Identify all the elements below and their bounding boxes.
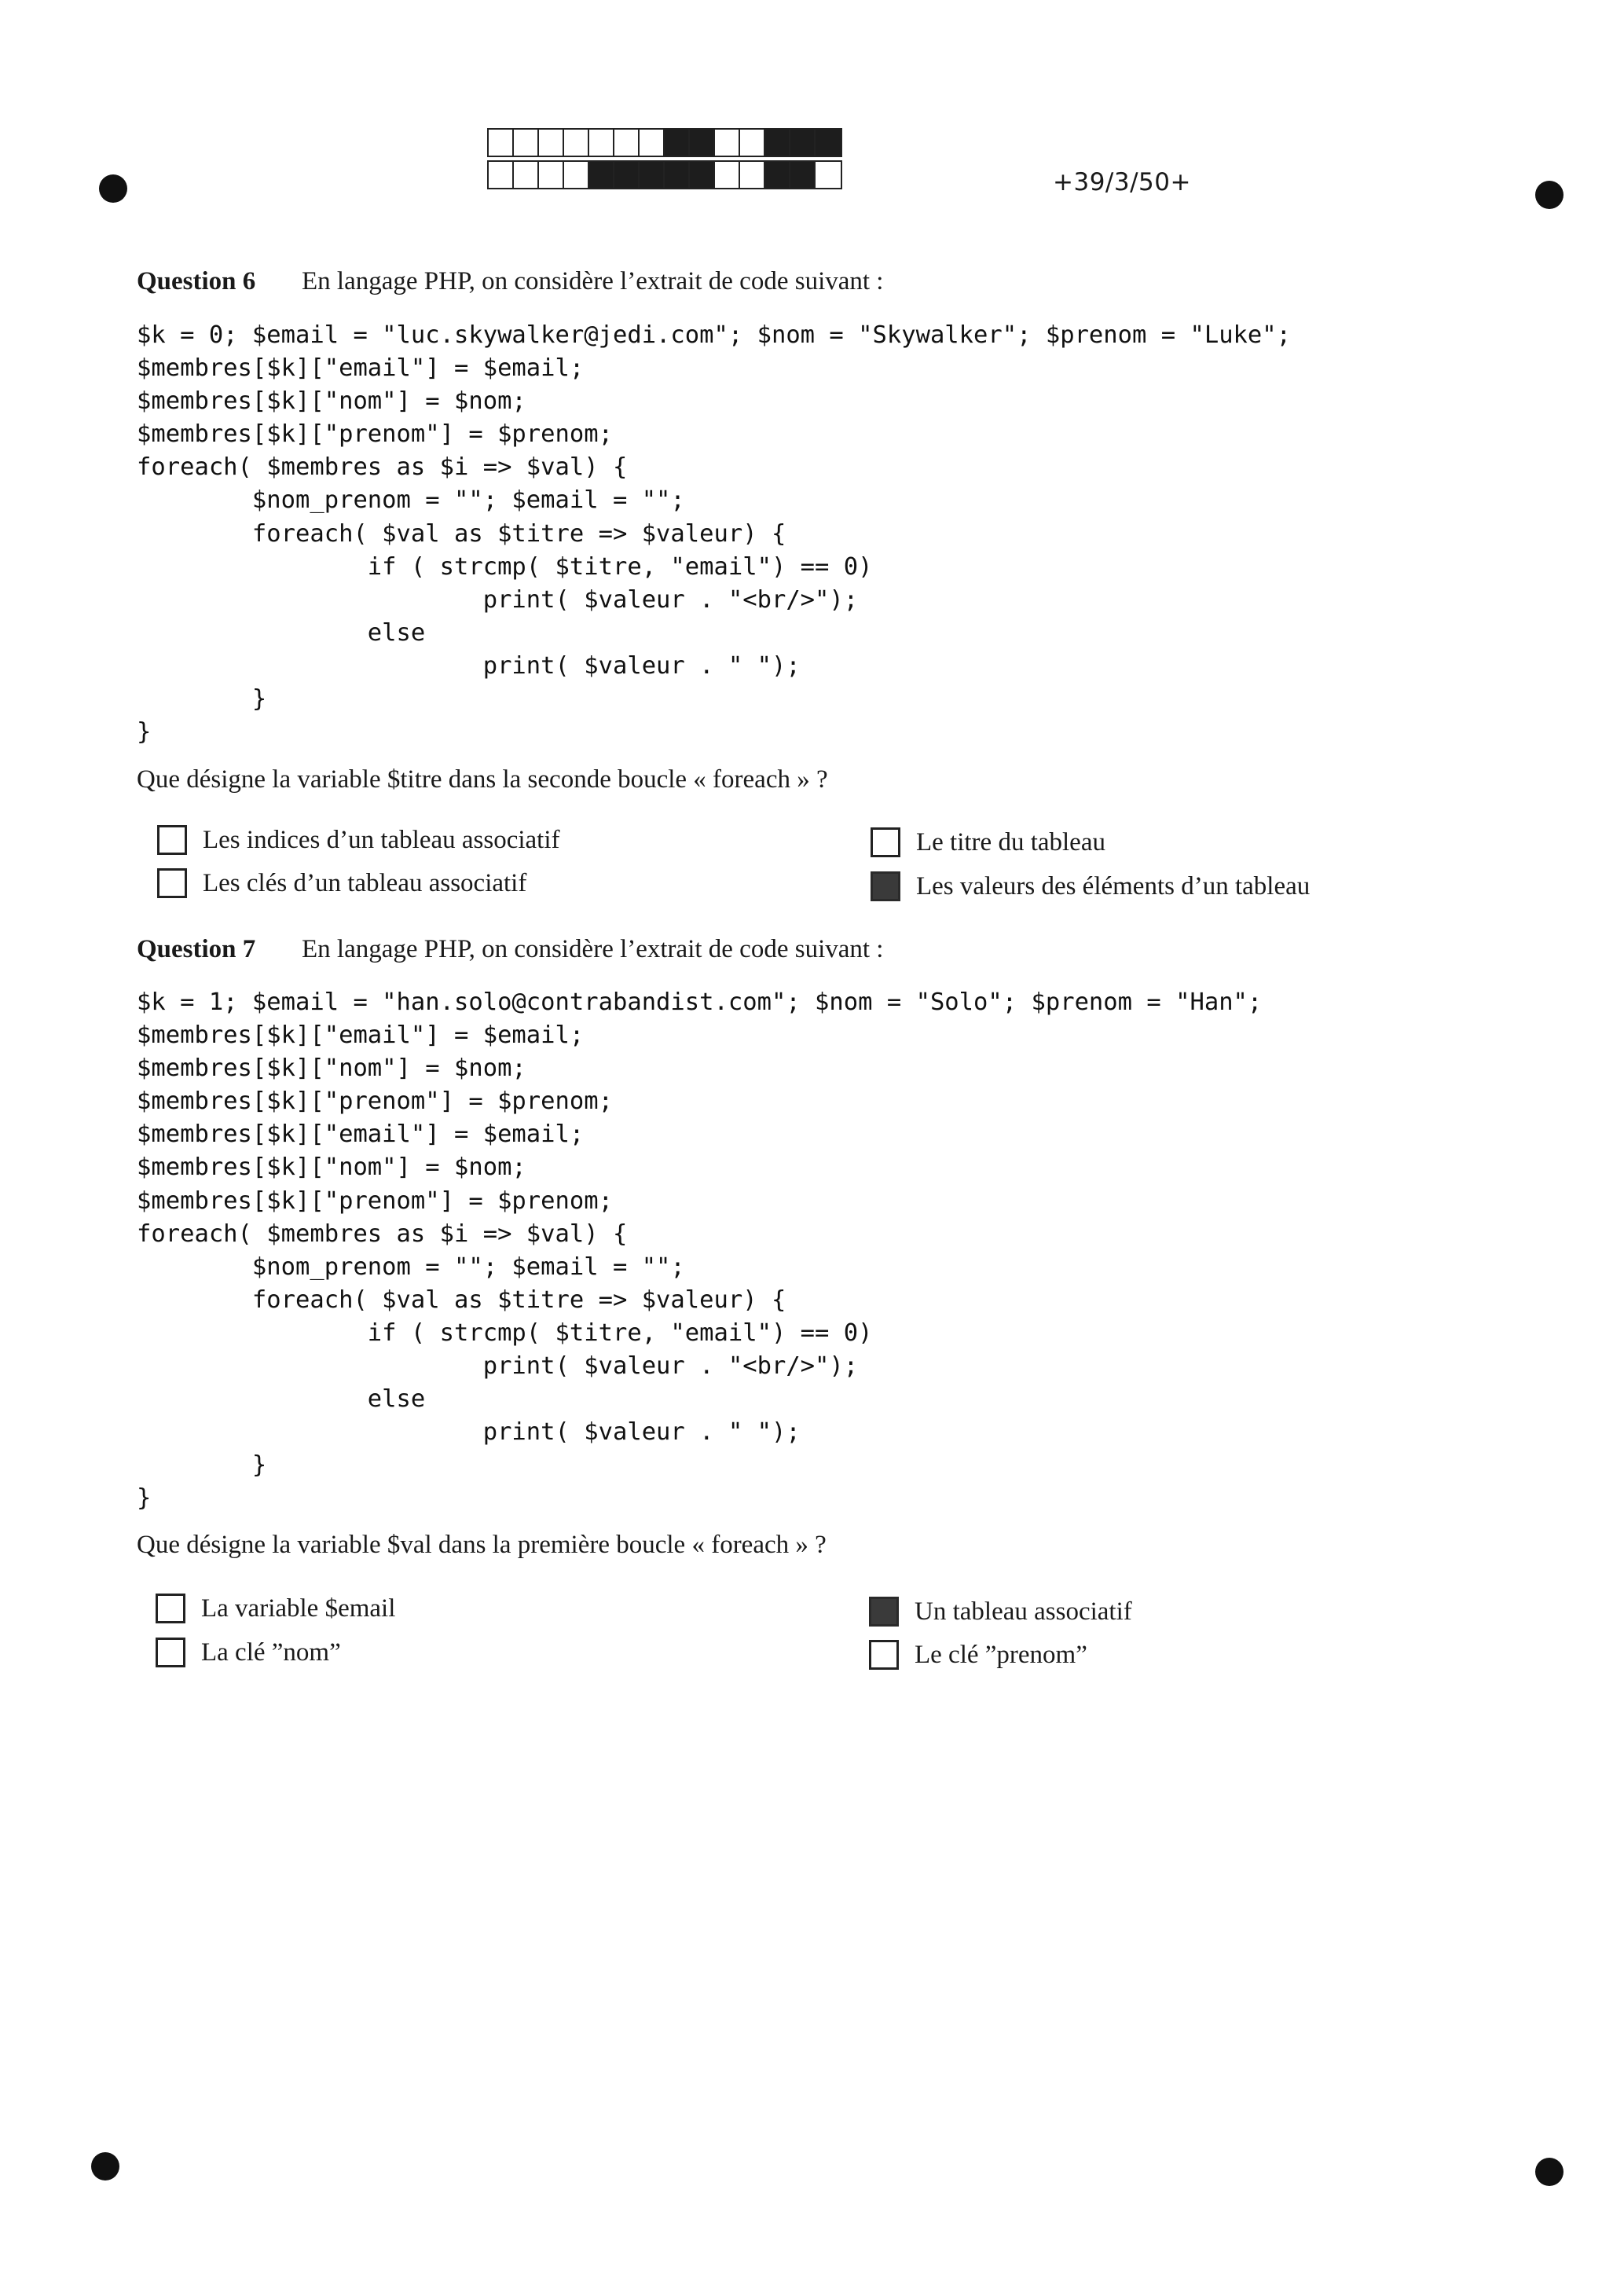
code-line: else: [137, 1385, 426, 1414]
code-line: print( $valeur . " ");: [137, 1418, 801, 1447]
code-line: $k = 1; $email = "han.solo@contrabandist.com"; $nom = "Solo"; $prenom = "Han";: [137, 988, 1263, 1016]
registration-mark-bottom-left: [91, 2152, 119, 2180]
barcode-cell: [564, 130, 589, 156]
option[interactable]: [871, 827, 1105, 857]
question-label: Question 7: [137, 935, 256, 963]
barcode-cell: [665, 130, 690, 156]
question-6-header: [137, 267, 883, 296]
barcode-cell: [614, 130, 640, 156]
checkbox[interactable]: [156, 1594, 185, 1623]
code-line: $nom_prenom = ""; $email = "";: [137, 486, 685, 515]
option-label: Les clés d’un tableau associatif: [203, 868, 527, 897]
option[interactable]: [871, 871, 1310, 901]
code-line: else: [137, 618, 426, 647]
barcode-cell: [640, 130, 665, 156]
code-line: }: [137, 1451, 267, 1480]
barcode-row-2: [487, 160, 842, 189]
barcode-cell: [489, 162, 514, 188]
question-label: Question 6: [137, 267, 256, 295]
code-line: $membres[$k]["nom"] = $nom;: [137, 1054, 526, 1083]
option-label: La variable $email: [201, 1594, 396, 1623]
code-line: if ( strcmp( $titre, "email") == 0): [137, 552, 873, 581]
option-label: Un tableau associatif: [915, 1597, 1132, 1626]
option[interactable]: [156, 1638, 341, 1667]
option-label: Le clé ”prenom”: [915, 1640, 1087, 1669]
barcode-cell: [765, 130, 790, 156]
barcode-cell: [740, 130, 765, 156]
code-line: if ( strcmp( $titre, "email") == 0): [137, 1319, 873, 1347]
code-line: $membres[$k]["nom"] = $nom;: [137, 1154, 526, 1182]
barcode-cell: [790, 130, 816, 156]
option[interactable]: [157, 825, 560, 855]
checkbox[interactable]: [869, 1597, 899, 1627]
code-line: $membres[$k]["prenom"] = $prenom;: [137, 420, 613, 449]
code-line: $membres[$k]["email"] = $email;: [137, 1120, 585, 1149]
option-label: Le titre du tableau: [916, 827, 1105, 856]
barcode-cell: [715, 130, 740, 156]
code-line: print( $valeur . " ");: [137, 651, 801, 680]
checkbox[interactable]: [871, 871, 900, 901]
question-intro: En langage PHP, on considère l’extrait de code suivant :: [302, 267, 884, 295]
barcode-cell: [539, 162, 564, 188]
code-line: }: [137, 718, 152, 746]
question-7-header: [137, 935, 883, 964]
option-label: Les valeurs des éléments d’un tableau: [916, 871, 1311, 900]
barcode-cell: [564, 162, 589, 188]
barcode-cell: [740, 162, 765, 188]
barcode-cell: [790, 162, 816, 188]
registration-mark-top-left: [99, 174, 127, 203]
registration-mark-bottom-right: [1535, 2158, 1564, 2186]
code-line: $membres[$k]["email"] = $email;: [137, 354, 585, 383]
barcode-cell: [589, 130, 614, 156]
code-line: foreach( $val as $titre => $valeur) {: [137, 1286, 786, 1314]
barcode-cell: [640, 162, 665, 188]
option[interactable]: [869, 1640, 1087, 1670]
barcode-cell: [690, 162, 715, 188]
code-line: }: [137, 685, 267, 713]
question-intro: En langage PHP, on considère l’extrait de code suivant :: [302, 935, 884, 963]
option[interactable]: [156, 1594, 395, 1623]
barcode-cell: [514, 162, 539, 188]
checkbox[interactable]: [871, 827, 900, 857]
option[interactable]: [869, 1597, 1132, 1627]
barcode-row-1: [487, 128, 842, 157]
code-line: print( $valeur . "<br/>");: [137, 585, 859, 614]
barcode-cell: [489, 130, 514, 156]
checkbox[interactable]: [156, 1638, 185, 1667]
registration-mark-top-right: [1535, 181, 1564, 209]
code-line: foreach( $membres as $i => $val) {: [137, 1220, 628, 1248]
option-label: La clé ”nom”: [201, 1638, 341, 1667]
code-line: $nom_prenom = ""; $email = "";: [137, 1253, 685, 1281]
code-line: $membres[$k]["nom"] = $nom;: [137, 387, 526, 416]
code-line: $membres[$k]["prenom"] = $prenom;: [137, 1087, 613, 1116]
code-block: [137, 319, 1291, 749]
code-line: print( $valeur . "<br/>");: [137, 1352, 859, 1381]
option-label: Les indices d’un tableau associatif: [203, 825, 560, 854]
barcode-cell: [614, 162, 640, 188]
code-line: }: [137, 1484, 152, 1513]
barcode-cell: [690, 130, 715, 156]
option[interactable]: [157, 868, 526, 898]
code-line: foreach( $membres as $i => $val) {: [137, 453, 628, 482]
barcode-cell: [816, 162, 841, 188]
code-block: [137, 986, 1262, 1516]
code-line: foreach( $val as $titre => $valeur) {: [137, 519, 786, 548]
checkbox[interactable]: [869, 1640, 899, 1670]
barcode-cell: [539, 130, 564, 156]
page-id: +39/3/50+: [1053, 168, 1191, 196]
code-line: $k = 0; $email = "luc.skywalker@jedi.com"; $nom = "Skywalker"; $prenom = "Luke";: [137, 321, 1292, 349]
barcode-cell: [589, 162, 614, 188]
checkbox[interactable]: [157, 825, 187, 855]
barcode-cell: [765, 162, 790, 188]
checkbox[interactable]: [157, 868, 187, 898]
barcode-cell: [514, 130, 539, 156]
code-line: $membres[$k]["prenom"] = $prenom;: [137, 1187, 613, 1215]
barcode-cell: [816, 130, 841, 156]
barcode-cell: [715, 162, 740, 188]
barcode-cell: [665, 162, 690, 188]
code-line: $membres[$k]["email"] = $email;: [137, 1021, 585, 1050]
question-text: Que désigne la variable $val dans la première boucle « foreach » ?: [137, 1531, 827, 1559]
question-text: Que désigne la variable $titre dans la seconde boucle « foreach » ?: [137, 765, 828, 794]
